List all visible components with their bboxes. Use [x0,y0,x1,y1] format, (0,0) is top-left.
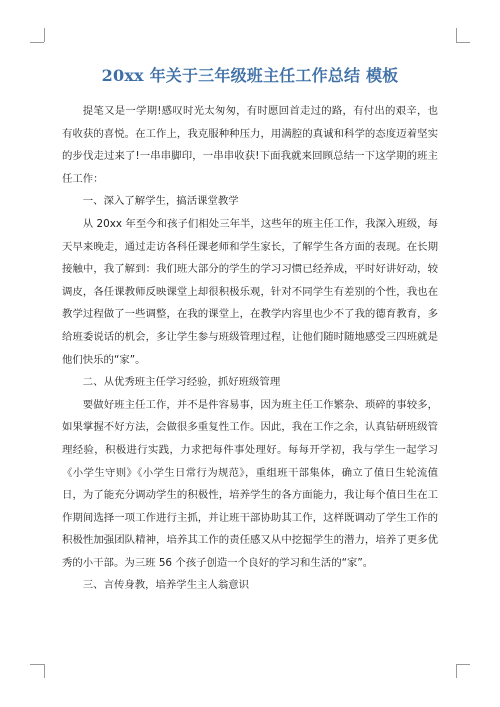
document-title: 20xx 年关于三年级班主任工作总结 模板 [101,66,399,85]
section-heading-1: 一、深入了解学生，搞活课堂教学 [82,195,239,208]
intro-paragraph: 提笔又是一学期!感叹时光太匆匆，有时愿回首走过的路，有付出的艰辛，也有收获的喜悦。在工作上，我克服种种压力，用满腔的真诚和科学的态度迈着坚实的步伐走过来了!一串串脚印，一串串收获!下面我就来回顾总结一下这学期的班主任工作： [62,105,438,185]
section-1-paragraph: 从 20xx 年至今和孩子们相处三年半，这些年的班主任工作，我深入班级，每天早来晚走，通过走访各科任课老师和学生家长，了解学生各方面的表现。在长期接触中，我了解到：我们班大部分的学生的学习习惯已经养成，平时好讲好动，较调皮，各任课教师反映课堂上却很积极乐观，针对不同学生有差别的个性，我也在教学过程做了一些调整，在我的课堂上，在教学内容里也少不了我的德育教育，多给班委说话的机会，多让学生参与班级管理过程，让他们随时随地感受三四班就是他们快乐的“家”。 [62,217,438,366]
section-2-paragraph: 要做好班主任工作，并不是件容易事，因为班主任工作繁杂、琐碎的事较多，如果掌握不好方法，会做很多重复性工作。因此，我在工作之余，认真钻研班级管理经验，积极进行实践，力求把每件事处理好。每每开学初，我与学生一起学习《小学生守则》《小学生日常行为规范》，重组班干部集体，确立了值日生轮流值日，为了能充分调动学生的积极性，培养学生的各方面能力，我让每个值日生在工作期间选择一项工作进行主抓，并让班干部协助其工作，这样既调动了学生工作的积极性加强团队精神，培养其工作的责任感又从中挖掘学生的潜力，培养了更多优秀的小干部。为三班 56 个孩子创造一个良好的学习和生活的“家”。 [62,398,438,569]
section-heading-3: 三、言传身教，培养学生主人翁意识 [82,579,250,592]
section-heading-2: 二、从优秀班主任学习经验，抓好班级管理 [82,376,281,389]
document-body [62,100,438,597]
